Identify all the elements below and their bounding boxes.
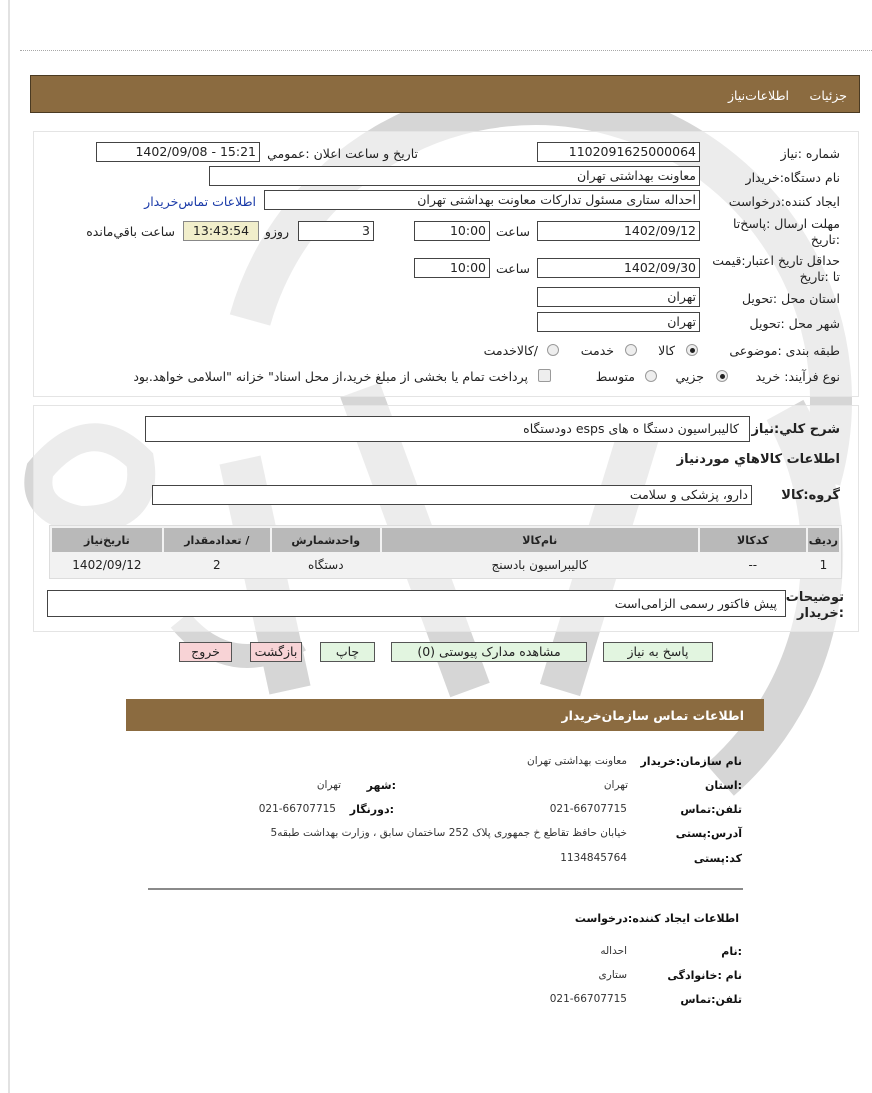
validity-time-field: 10:00 [414, 258, 490, 278]
cell-unit: دستگاه [272, 554, 380, 576]
contact-address-label: آدرس:پستی [675, 827, 742, 840]
announce-datetime-field: 1402/09/08 - 15:21 [96, 142, 260, 162]
top-divider [20, 50, 872, 51]
contact-phone-label: تلفن:تماس [680, 803, 742, 816]
process-option-minor: جزيي [675, 369, 704, 384]
section-divider [148, 888, 743, 890]
buyer-contact-header [126, 699, 764, 731]
cell-row: 1 [808, 554, 839, 576]
deadline-label-date: :تاریخ [810, 232, 840, 247]
category-option-goods: کالا [658, 343, 675, 358]
buyer-org-field: معاونت بهداشتی تهران [209, 166, 700, 186]
buyer-notes-label-2: :خریدار [797, 606, 844, 621]
contact-city-value: تهران [316, 779, 341, 791]
buyer-notes-field: پیش فاکتور رسمی الزامی‌است [47, 590, 786, 617]
process-radio-medium[interactable] [645, 370, 657, 382]
contact-fax-value: 021-66707715 [258, 803, 336, 815]
creator-family-value: ستاری [598, 969, 627, 981]
province-label: استان محل :تحویل [741, 291, 840, 306]
contact-province-value: تهران [603, 779, 628, 791]
cell-quantity: 2 [164, 554, 270, 576]
remaining-time-field: 13:43:54 [183, 221, 259, 241]
province-field: تهران [537, 287, 700, 307]
validity-date-field: 1402/09/30 [537, 258, 700, 278]
goods-group-field: دارو، پزشکی و سلامت [152, 485, 752, 505]
validity-label-date: تا :تاریخ [799, 269, 840, 284]
category-radio-goods-service[interactable] [547, 344, 559, 356]
view-attachments-button[interactable]: مشاهده مدارک پیوستی (0) [391, 642, 587, 662]
remaining-time-label: ساعت باقي‌مانده [86, 224, 175, 239]
creator-name-value: احداله [600, 945, 627, 957]
validity-time-label: ساعت [495, 261, 530, 276]
contact-province-label: :استان [705, 779, 742, 792]
days-label: روزو [264, 224, 289, 239]
contact-fax-label: :دورنگار [349, 803, 394, 816]
treasury-checkbox[interactable] [538, 369, 551, 382]
need-number-field: 1102091625000064 [537, 142, 700, 162]
days-remaining-field: 3 [298, 221, 374, 241]
buyer-notes-label: توضیحات [785, 590, 844, 605]
buyer-contact-link[interactable]: اطلاعات تماس‌خریدار [144, 194, 256, 209]
deadline-label: مهلت ارسال :پاسخ‌تا [732, 216, 840, 231]
cell-code: -- [700, 554, 806, 576]
treasury-note: پرداخت تمام یا بخشی از مبلغ خرید،از محل اسناد" خزانه "اسلامی خواهد.بود [133, 369, 528, 384]
contact-postal-label: کد:پستی [693, 852, 742, 865]
buyer-org-name-label: نام سازمان:خریدار [640, 755, 742, 768]
contact-city-label: :شهر [366, 779, 396, 792]
summary-label: شرح کلي:نياز [751, 422, 840, 437]
print-button[interactable]: چاپ [320, 642, 375, 662]
process-type-label: نوع فرآیند: خرید [755, 369, 840, 384]
col-need-date: تاریخ‌نیاز [52, 528, 162, 552]
page-left-border [8, 0, 10, 1093]
category-option-service: خدمت [580, 343, 614, 358]
creator-name-label: :نام [721, 945, 742, 958]
goods-table-header [52, 528, 839, 552]
col-name: نام‌کالا [382, 528, 698, 552]
need-number-label: شماره :نیاز [780, 146, 840, 161]
city-field: تهران [537, 312, 700, 332]
contact-phone-value: 021-66707715 [549, 803, 627, 815]
table-row [52, 554, 839, 576]
validity-label: حداقل تاریخ اعتبار:قیمت [712, 253, 840, 268]
contact-address-value: خیابان حافظ تقاطع خ جمهوری پلاک 252 ساختمان سابق ، وزارت بهداشت طبقه5 [270, 827, 627, 839]
exit-button[interactable]: خروج [179, 642, 232, 662]
creator-info-title: اطلاعات ایجاد کننده:درخواست [574, 912, 739, 925]
buyer-org-name-value: معاونت بهداشتی تهران [527, 755, 627, 767]
col-unit: واحدشمارش [272, 528, 380, 552]
creator-label: ایجاد کننده:درخواست [728, 194, 840, 209]
creator-phone-label: تلفن:تماس [680, 993, 742, 1006]
goods-section-title: اطلاعات کالاهاي موردنياز [676, 452, 840, 467]
deadline-time-label: ساعت [495, 224, 530, 239]
back-button[interactable]: بازگشت [250, 642, 302, 662]
category-radio-service[interactable] [625, 344, 637, 356]
cell-need-date: 1402/09/12 [52, 554, 162, 576]
category-option-goods-service: /کالاخدمت [483, 343, 538, 358]
details-tab-bar [30, 75, 860, 113]
reply-button[interactable]: پاسخ به نیاز [603, 642, 713, 662]
goods-table [49, 525, 842, 579]
announce-datetime-label: تاریخ و ساعت اعلان :عمومي [267, 146, 418, 161]
deadline-time-field: 10:00 [414, 221, 490, 241]
city-label: شهر محل :تحویل [749, 316, 840, 331]
buyer-org-label: نام دستگاه:خریدار [745, 170, 840, 185]
deadline-date-field: 1402/09/12 [537, 221, 700, 241]
tab-details[interactable]: جزئیات [809, 88, 847, 103]
creator-field: احداله ستاری مسئول تدارکات معاونت بهداشتی تهران [264, 190, 700, 210]
process-option-medium: متوسط [595, 369, 635, 384]
col-code: کدکالا [700, 528, 806, 552]
buyer-contact-title: اطلاعات تماس سازمان‌خریدار [561, 708, 744, 723]
goods-group-label: گروه:کالا [781, 488, 840, 503]
category-radio-goods[interactable] [686, 344, 698, 356]
cell-name: کالیبراسیون بادسنج [382, 554, 698, 576]
tab-need-info[interactable]: اطلاعات‌نیاز [727, 88, 789, 103]
summary-field: کالیبراسیون دستگا ه های esps دودستگاه [145, 416, 750, 442]
category-label: طبقه بندی :موضوعی [729, 343, 840, 358]
contact-postal-value: 1134845764 [560, 852, 627, 864]
col-quantity: / تعدادمقدار [164, 528, 270, 552]
col-row: ردیف [808, 528, 839, 552]
process-radio-minor[interactable] [716, 370, 728, 382]
creator-phone-value: 021-66707715 [549, 993, 627, 1005]
creator-family-label: نام :خانوادگی [667, 969, 742, 982]
